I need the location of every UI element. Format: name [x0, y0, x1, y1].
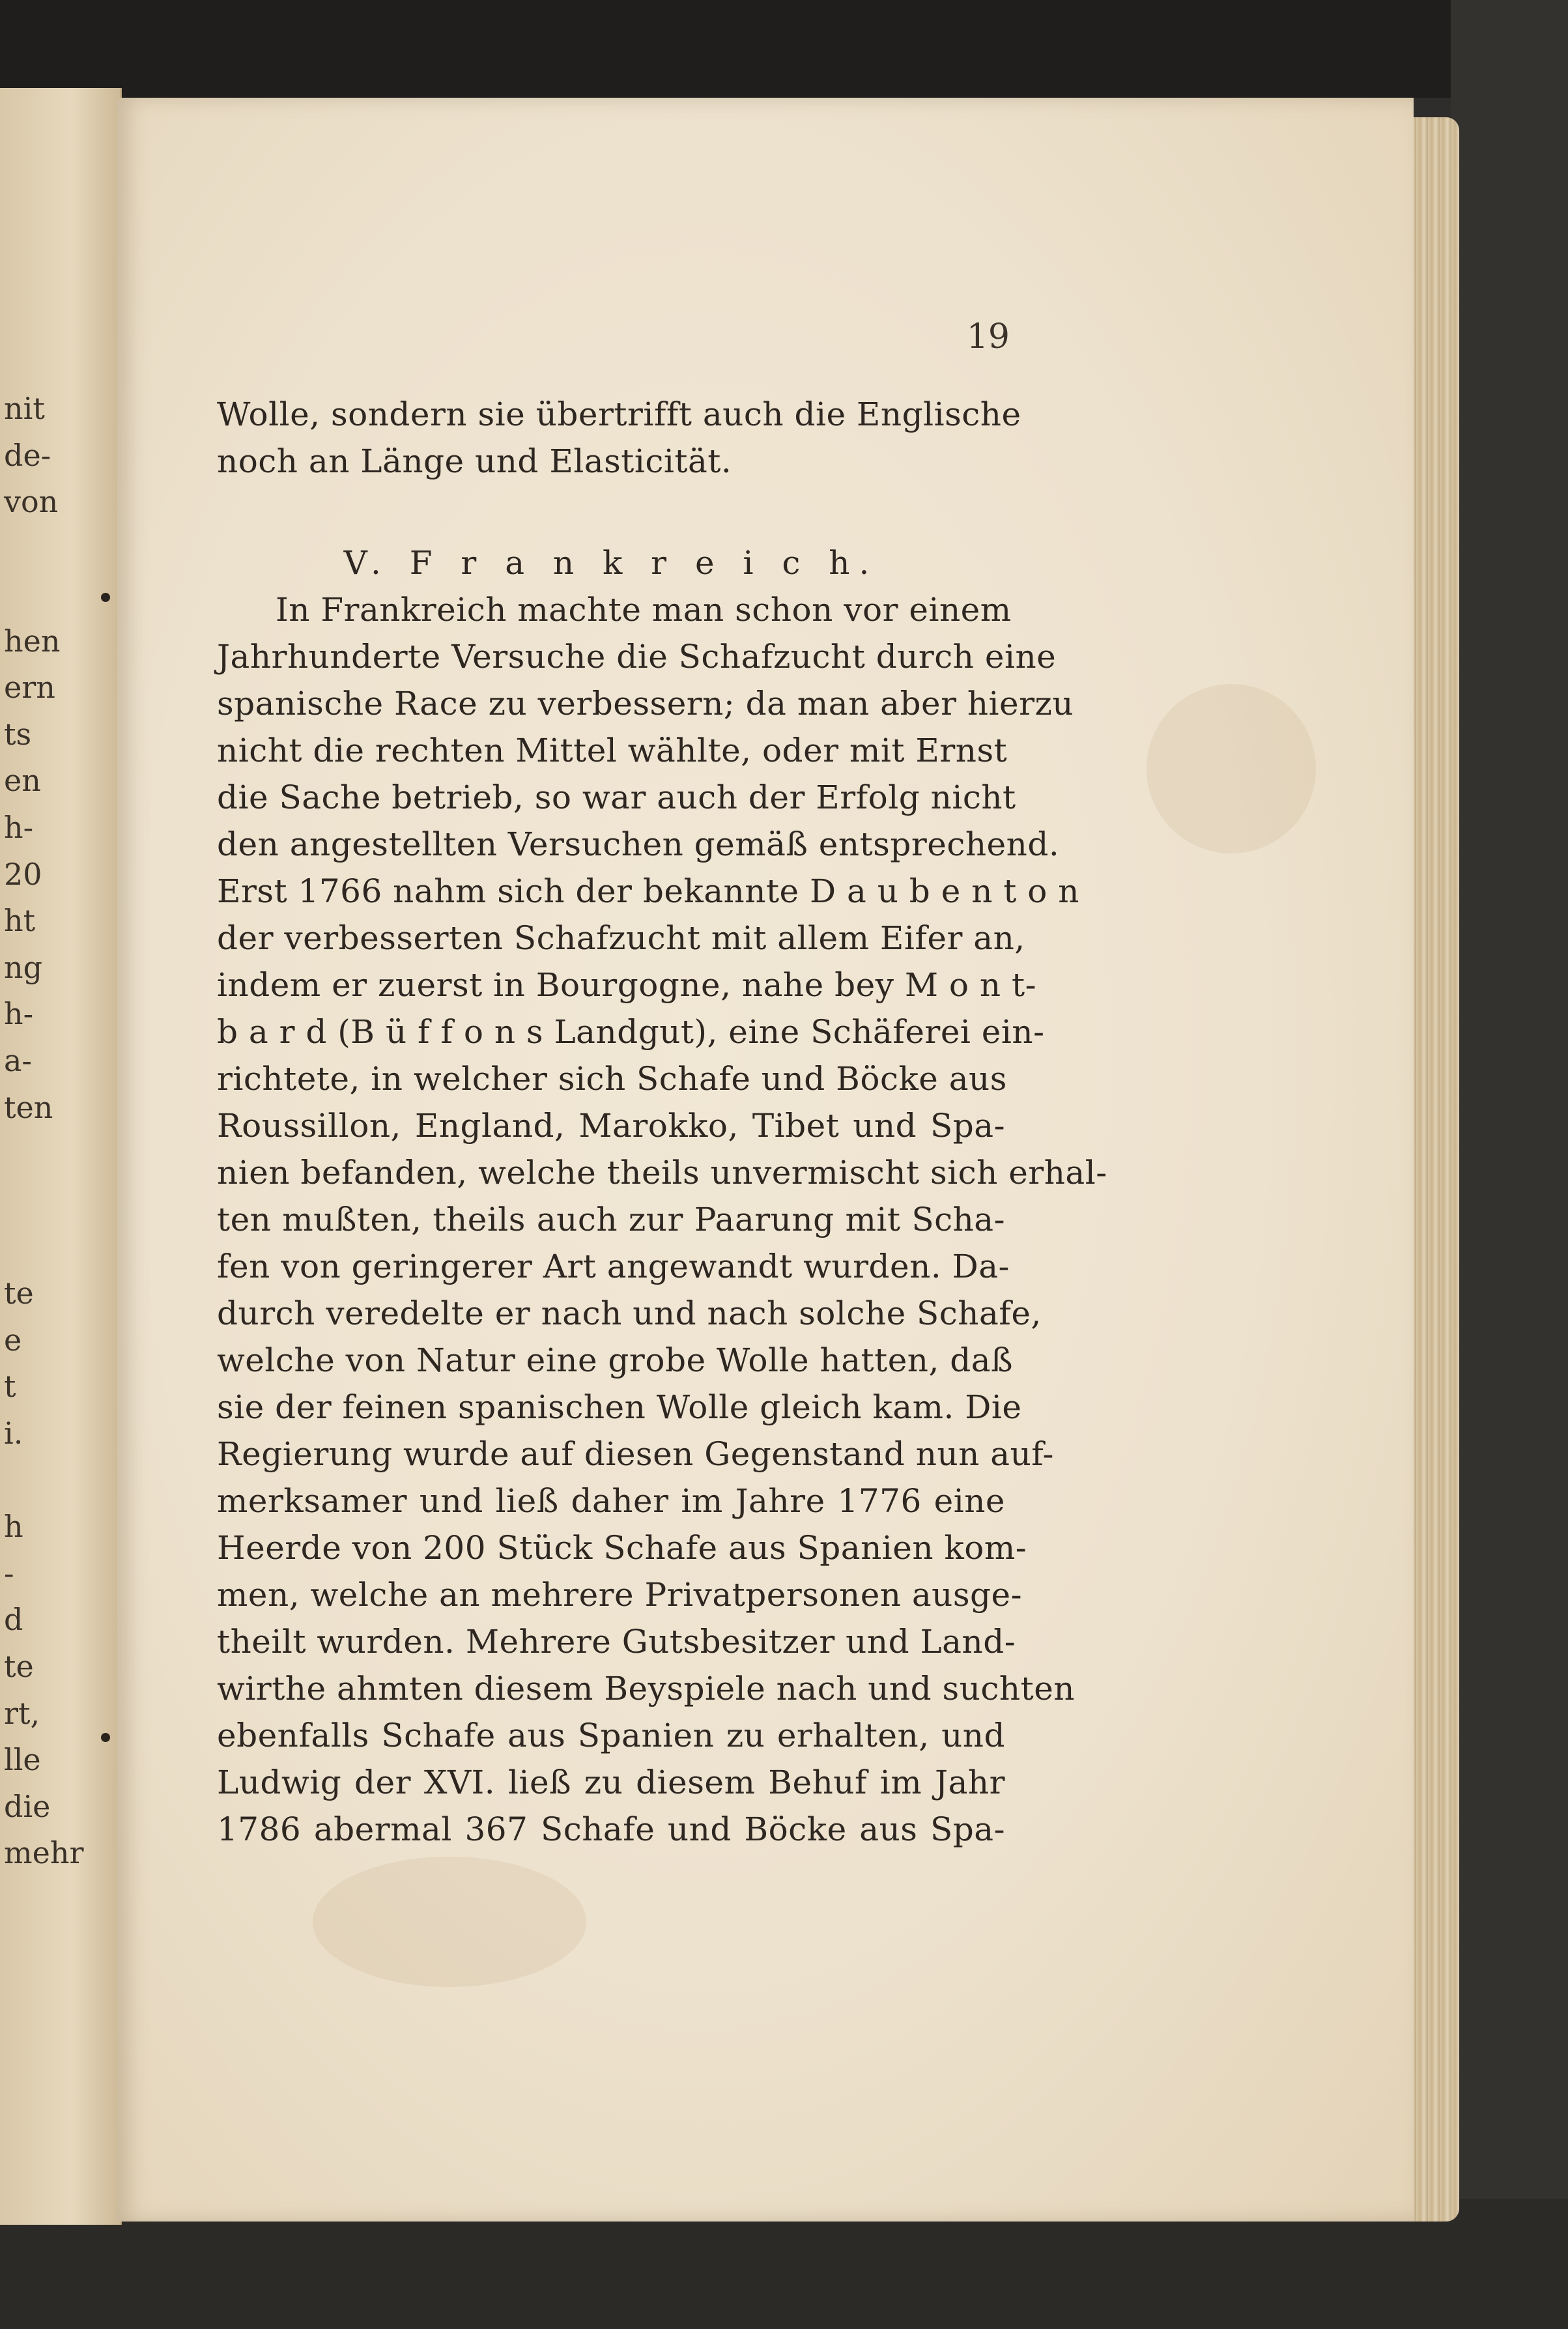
- left-page-fragment: ts: [4, 717, 32, 752]
- text-line: Erst 1766 nahm sich der bekannte D a u b e n t o n: [217, 872, 1079, 910]
- left-page-fragment: -: [4, 1556, 14, 1591]
- left-page-fragment: nit: [4, 391, 45, 426]
- ink-mark: [101, 1733, 110, 1742]
- section-heading: V. F r a n k r e i c h.: [343, 544, 879, 582]
- text-line: Wolle, sondern sie übertrifft auch die Englische: [217, 395, 1021, 433]
- text-line: Heerde von 200 Stück Schafe aus Spanien kom-: [217, 1529, 1027, 1567]
- left-page-fragment: a-: [4, 1043, 32, 1078]
- background-top: [0, 0, 1568, 98]
- paper-stain: [1147, 684, 1316, 853]
- left-page-fragment: mehr: [4, 1835, 84, 1870]
- left-page-fragment: de-: [4, 438, 51, 473]
- text-line: welche von Natur eine grobe Wolle hatten, daß: [217, 1341, 1013, 1379]
- text-line: spanische Race zu verbessern; da man aber hierzu: [217, 685, 1074, 722]
- left-page-fragment: h-: [4, 810, 34, 845]
- text-line: Jahrhunderte Versuche die Schafzucht durch eine: [217, 638, 1057, 676]
- text-line: men, welche an mehrere Privatpersonen ausge-: [217, 1576, 1023, 1614]
- left-page-fragment: 20: [4, 857, 42, 892]
- left-page-fragment: hen: [4, 623, 61, 659]
- left-page-fragment: en: [4, 763, 41, 798]
- text-line: indem er zuerst in Bourgogne, nahe bey M o n t-: [217, 966, 1036, 1004]
- text-line: durch veredelte er nach und nach solche Schafe,: [217, 1294, 1042, 1332]
- background-right: [1451, 0, 1568, 2329]
- text-line: den angestellten Versuchen gemäß entsprechend.: [217, 825, 1060, 863]
- text-line: theilt wurden. Mehrere Gutsbesitzer und Land-: [217, 1623, 1016, 1661]
- left-page-fragment: t: [4, 1369, 16, 1404]
- left-page-fragment: von: [4, 484, 59, 519]
- left-facing-page: [0, 88, 122, 2225]
- left-page-fragment: e: [4, 1322, 22, 1358]
- text-line: ebenfalls Schafe aus Spanien zu erhalten, und: [217, 1717, 1005, 1754]
- text-line: Roussillon, England, Marokko, Tibet und Spa-: [217, 1107, 1005, 1145]
- text-line: wirthe ahmten diesem Beyspiele nach und suchten: [217, 1670, 1075, 1707]
- left-page-fragment: lle: [4, 1742, 41, 1777]
- left-page-fragment: d: [4, 1602, 23, 1637]
- text-line: richtete, in welcher sich Schafe und Böcke aus: [217, 1060, 1007, 1098]
- left-page-fragment: h-: [4, 996, 34, 1031]
- text-line: merksamer und ließ daher im Jahre 1776 eine: [217, 1482, 1005, 1520]
- left-page-fragment: i.: [4, 1416, 23, 1451]
- left-page-fragment: die: [4, 1789, 51, 1824]
- text-line: Regierung wurde auf diesen Gegenstand nun auf-: [217, 1435, 1054, 1473]
- text-line: ten mußten, theils auch zur Paarung mit Scha-: [217, 1201, 1005, 1238]
- left-page-fragment: te: [4, 1649, 34, 1684]
- left-page-fragment: ern: [4, 670, 55, 705]
- page-number: 19: [966, 317, 1010, 356]
- paper-stain: [313, 1857, 586, 1987]
- left-page-fragment: ten: [4, 1090, 53, 1125]
- text-line: nicht die rechten Mittel wählte, oder mit Ernst: [217, 732, 1008, 769]
- left-page-fragment: ht: [4, 903, 36, 938]
- text-line: In Frankreich machte man schon vor einem: [276, 591, 1012, 629]
- text-line: der verbesserten Schafzucht mit allem Eifer an,: [217, 919, 1025, 957]
- ink-mark: [101, 593, 110, 602]
- left-page-fragment: h: [4, 1509, 23, 1544]
- text-line: noch an Länge und Elasticität.: [217, 442, 732, 480]
- text-line: 1786 abermal 367 Schafe und Böcke aus Spa-: [217, 1810, 1005, 1848]
- left-page-fragment: te: [4, 1276, 34, 1311]
- text-line: nien befanden, welche theils unvermischt sich erhal-: [217, 1154, 1107, 1192]
- text-line: die Sache betrieb, so war auch der Erfolg nicht: [217, 779, 1016, 816]
- left-page-fragment: rt,: [4, 1696, 40, 1731]
- text-line: sie der feinen spanischen Wolle gleich kam. Die: [217, 1388, 1022, 1426]
- text-line: fen von geringerer Art angewandt wurden. Da-: [217, 1248, 1010, 1285]
- left-page-fragment: ng: [4, 950, 43, 985]
- text-line: b a r d (B ü f f o n s Landgut), eine Schäferei ein-: [217, 1013, 1045, 1051]
- text-line: Ludwig der XVI. ließ zu diesem Behuf im Jahr: [217, 1764, 1005, 1801]
